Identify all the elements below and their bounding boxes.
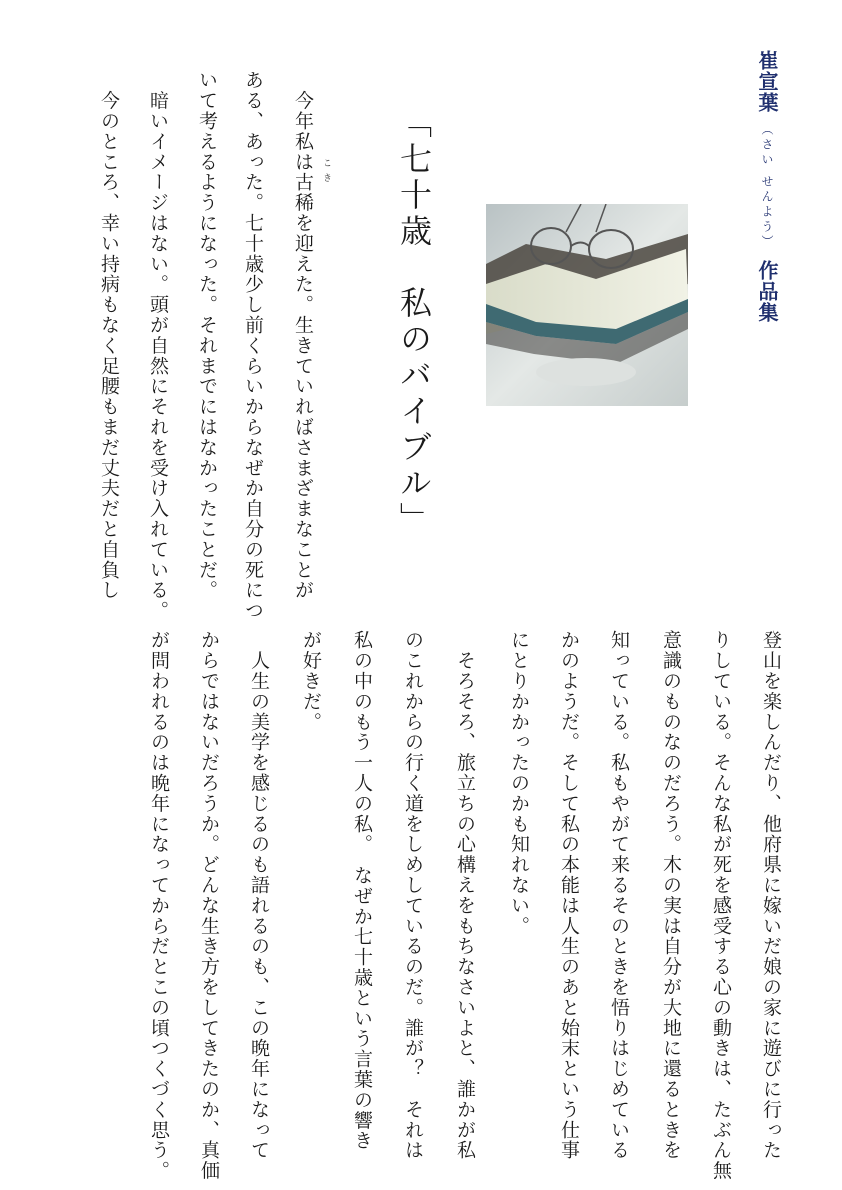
- glasses-on-book-photo: [486, 204, 688, 406]
- author-name: 崔宣葉: [755, 50, 779, 113]
- collection-label: 作品集: [755, 259, 779, 323]
- author-reading: （さい せんよう）: [760, 123, 774, 250]
- lower-column: 私の中のもう一人の私。 なぜか七十歳という言葉の響き: [351, 630, 373, 1151]
- lower-column: 意識のものなのだろう。木の実は自分が大地に還るときを: [660, 630, 682, 1161]
- lower-column: 知っている。私もやがて来るそのときを悟りはじめている: [608, 630, 630, 1161]
- lower-column: 人生の美学を感じるのも語れるのも、この晩年になって: [248, 630, 270, 1161]
- upper-column: 暗いイメージはない。頭が自然にそれを受け入れている。: [147, 70, 169, 621]
- lower-column: りしている。そんな私が死を感受する心の動きは、たぶん無: [710, 630, 732, 1181]
- lower-column: のこれからの行く道をしめしているのだ。誰が？ それは: [402, 630, 424, 1161]
- lower-column: そろそろ、旅立ちの心構えをもちなさいよと、誰かが私: [454, 630, 476, 1161]
- upper-column: 今のところ、幸い持病もなく足腰もまだ丈夫だと自負し: [98, 70, 120, 601]
- lower-column: かのようだ。そして私の本能は人生のあと始末という仕事: [558, 630, 580, 1161]
- upper-column: いて考えるようになった。それまでにはなかったことだ。: [196, 70, 218, 601]
- lower-column: が問われるのは晩年になってからだとこの頃つくづく思う。: [148, 630, 170, 1181]
- upper-column: 今年私は古稀を迎えた。生きていればさまざまなことが: [292, 70, 314, 601]
- author-header: [753, 50, 782, 323]
- upper-column: ある、あった。七十歳少し前くらいからなぜか自分の死につ: [242, 70, 264, 621]
- lower-column: にとりかかったのかも知れない。: [508, 630, 530, 936]
- lower-column: 登山を楽しんだり、他府県に嫁いだ娘の家に遊びに行った: [760, 630, 782, 1161]
- lower-column: からではないだろうか。どんな生き方をしてきたのか、真価: [198, 630, 220, 1181]
- page-title: 「七十歳 私のバイブル」: [395, 106, 433, 538]
- furigana-koki: こき: [321, 158, 331, 188]
- lower-column: が好きだ。: [300, 630, 322, 732]
